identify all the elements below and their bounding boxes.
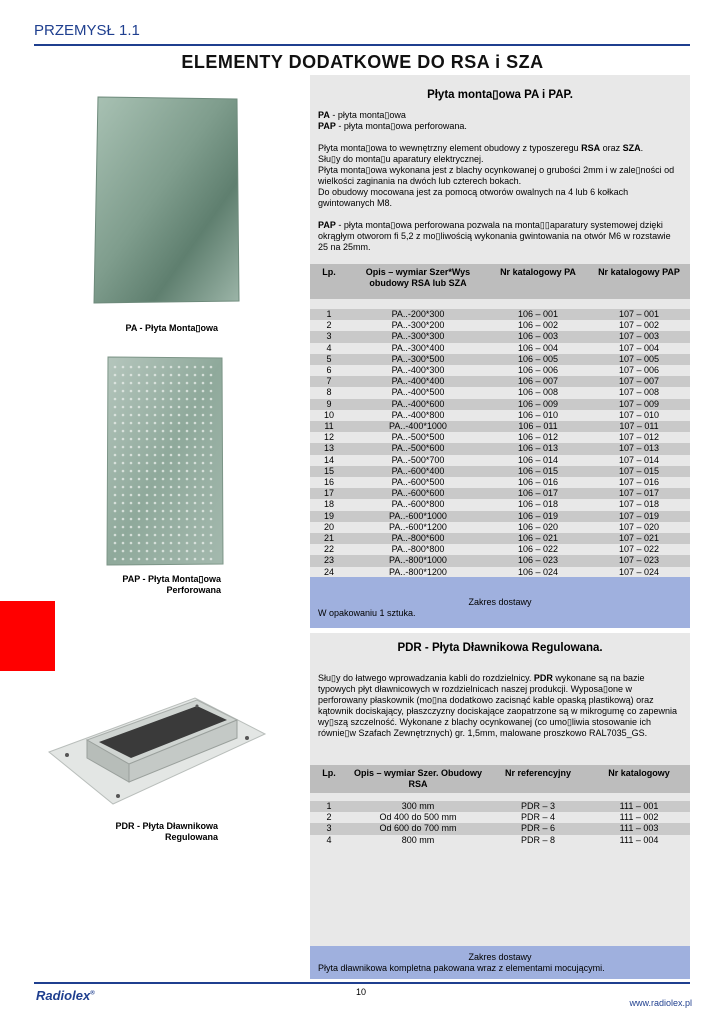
- cell-code-b: 111 – 003: [588, 823, 690, 834]
- table-row: [310, 410, 690, 421]
- cell-lp: 12: [310, 432, 348, 443]
- table-row: [310, 533, 690, 544]
- cell-code-b: 107 – 007: [588, 376, 690, 387]
- cell-description: PA..-300*200: [348, 320, 488, 331]
- cell-description: PA..-400*600: [348, 399, 488, 410]
- cell-lp: 13: [310, 443, 348, 454]
- cell-lp: 11: [310, 421, 348, 432]
- table-row: [310, 823, 690, 834]
- cell-code-a: 106 – 012: [488, 432, 588, 443]
- cell-code-b: 107 – 001: [588, 309, 690, 320]
- cell-description: PA..-800*1200: [348, 567, 488, 578]
- pap-desc-text: - płyta monta▯owa perforowana pozwala na monta▯▯aparatury systemowej dzięki okrągłym otworom fi 5,2 z mo▯liwością wykonania gwintowania na otwór M6 w rozstawie 25 na 25mm.: [318, 220, 671, 252]
- cell-code-b: 107 – 016: [588, 477, 690, 488]
- cell-description: PA..-500*600: [348, 443, 488, 454]
- pap-caption-line1: PAP - Płyta Monta▯owa: [122, 574, 221, 584]
- pa-desc-line4: Do obudowy mocowana jest za pomocą otworów owalnych na 4 lub 6 kołkach gwintowanych M8.: [318, 187, 629, 208]
- cell-code-b: 107 – 022: [588, 544, 690, 555]
- pdr-description: [310, 673, 690, 739]
- cell-description: 800 mm: [348, 835, 488, 846]
- table-row: [310, 331, 690, 342]
- pdr-catalog-table: [310, 765, 690, 846]
- cell-lp: 1: [310, 801, 348, 812]
- pdr-table-header-lp: Lp.: [310, 765, 348, 793]
- cell-code-b: 111 – 004: [588, 835, 690, 846]
- cell-code-b: 107 – 021: [588, 533, 690, 544]
- cell-lp: 14: [310, 455, 348, 466]
- cell-code-a: 106 – 023: [488, 555, 588, 566]
- cell-description: PA..-500*700: [348, 455, 488, 466]
- section-tab-marker: [0, 601, 55, 671]
- cell-code-a: 106 – 009: [488, 399, 588, 410]
- cell-lp: 6: [310, 365, 348, 376]
- pa-delivery-title: Zakres dostawy: [468, 597, 532, 607]
- cell-code-b: 107 – 017: [588, 488, 690, 499]
- cell-code-a: 106 – 022: [488, 544, 588, 555]
- pdr-desc-a: Słu▯y do łatwego wprowadzania kabli do rozdzielnicy.: [318, 673, 534, 683]
- cell-code-b: 107 – 020: [588, 522, 690, 533]
- cell-code-b: 107 – 008: [588, 387, 690, 398]
- pap-caption-line2: Perforowana: [166, 585, 221, 595]
- pdr-caption-line2: Regulowana: [164, 832, 218, 842]
- pdr-heading: PDR - Płyta Dławnikowa Regulowana.: [397, 642, 603, 654]
- cell-code-a: 106 – 018: [488, 499, 588, 510]
- table-row: [310, 421, 690, 432]
- pdr-table-header-desc: Opis – wymiar Szer. Obudowy RSA: [348, 765, 488, 793]
- cell-lp: 15: [310, 466, 348, 477]
- pa-delivery-text: W opakowaniu 1 sztuka.: [318, 608, 416, 618]
- cell-code-a: 106 – 015: [488, 466, 588, 477]
- table-row: [310, 555, 690, 566]
- pdr-delivery-scope: [310, 946, 690, 979]
- cell-lp: 1: [310, 309, 348, 320]
- cell-code-a: 106 – 017: [488, 488, 588, 499]
- pa-plate-photo: [92, 95, 240, 305]
- pdr-caption-line1: PDR - Płyta Dławnikowa: [115, 821, 218, 831]
- pa-desc-line3: Płyta monta▯owa wykonana jest z blachy ocynkowanej o grubości 2mm i w zale▯ności od wielkości zaginania na dwóch lub czterech bokach.: [318, 165, 675, 186]
- cell-lp: 2: [310, 320, 348, 331]
- cell-description: Od 600 do 700 mm: [348, 823, 488, 834]
- cell-description: PA..-600*1200: [348, 522, 488, 533]
- cell-lp: 4: [310, 835, 348, 846]
- cell-code-b: 111 – 001: [588, 801, 690, 812]
- pa-desc1-and: oraz: [600, 143, 623, 153]
- cell-code-b: 107 – 010: [588, 410, 690, 421]
- cell-lp: 2: [310, 812, 348, 823]
- cell-description: PA..-800*1000: [348, 555, 488, 566]
- cell-lp: 16: [310, 477, 348, 488]
- pdr-plate-photo: [47, 692, 267, 810]
- table-row: [310, 812, 690, 823]
- pdr-table-header-cat: Nr katalogowy: [588, 765, 690, 793]
- cell-code-b: 107 – 019: [588, 511, 690, 522]
- cell-lp: 21: [310, 533, 348, 544]
- cell-code-a: 106 – 008: [488, 387, 588, 398]
- cell-description: PA..-300*500: [348, 354, 488, 365]
- pdr-table-header-ref: Nr referencyjny: [488, 765, 588, 793]
- pdr-table-body: [310, 801, 690, 846]
- pa-desc-line2: Słu▯y do monta▯u aparatury elektrycznej.: [318, 154, 484, 164]
- pa-table-header-pa: Nr katalogowy PA: [488, 264, 588, 299]
- section-label: PRZEMYSŁ 1.1: [34, 22, 140, 39]
- cell-code-b: 107 – 003: [588, 331, 690, 342]
- pa-code: PA: [318, 110, 330, 120]
- cell-description: PA..-400*300: [348, 365, 488, 376]
- header-divider: [34, 44, 690, 46]
- cell-code-a: 106 – 006: [488, 365, 588, 376]
- cell-code-a: 106 – 020: [488, 522, 588, 533]
- pa-table-body: [310, 309, 690, 578]
- cell-description: PA..-600*400: [348, 466, 488, 477]
- table-row: [310, 511, 690, 522]
- website-link[interactable]: www.radiolex.pl: [629, 998, 692, 1008]
- cell-lp: 9: [310, 399, 348, 410]
- cell-code-a: 106 – 021: [488, 533, 588, 544]
- cell-lp: 24: [310, 567, 348, 578]
- cell-description: PA..-400*400: [348, 376, 488, 387]
- pa-pap-panel: [310, 75, 690, 628]
- pdr-panel: [310, 633, 690, 979]
- pa-table-header-desc: Opis – wymiar Szer*Wys obudowy RSA lub SZA: [348, 264, 488, 299]
- pa-table-header-pap: Nr katalogowy PAP: [588, 264, 690, 299]
- table-row: [310, 432, 690, 443]
- cell-code-b: 107 – 013: [588, 443, 690, 454]
- cell-code-a: 106 – 024: [488, 567, 588, 578]
- cell-code-a: PDR – 6: [488, 823, 588, 834]
- table-row: [310, 522, 690, 533]
- cell-code-a: PDR – 3: [488, 801, 588, 812]
- cell-lp: 4: [310, 343, 348, 354]
- cell-code-a: 106 – 016: [488, 477, 588, 488]
- cell-code-b: 107 – 006: [588, 365, 690, 376]
- cell-description: PA..-400*800: [348, 410, 488, 421]
- pap-caption: [96, 574, 221, 596]
- brand-logo: [36, 988, 95, 1003]
- cell-lp: 17: [310, 488, 348, 499]
- cell-code-b: 107 – 014: [588, 455, 690, 466]
- cell-code-b: 111 – 002: [588, 812, 690, 823]
- pdr-delivery-title: Zakres dostawy: [468, 952, 532, 962]
- cell-lp: 20: [310, 522, 348, 533]
- pa-delivery-scope: [310, 577, 690, 628]
- cell-code-b: 107 – 024: [588, 567, 690, 578]
- cell-description: PA..-400*500: [348, 387, 488, 398]
- cell-code-b: 107 – 005: [588, 354, 690, 365]
- pa-desc1-sza: SZA: [622, 143, 641, 153]
- pdr-delivery-text: Płyta dławnikowa kompletna pakowana wraz z elementami mocującymi.: [318, 963, 605, 973]
- pap-definition: - płyta monta▯owa perforowana.: [335, 121, 467, 131]
- table-row: [310, 343, 690, 354]
- cell-code-b: 107 – 004: [588, 343, 690, 354]
- pdr-desc-b: wykonane są na bazie typowych płyt dławnicowych w rozdzielnicach naszej produkcji. Wyposa▯one w perforowany płaskownik (mo▯na dodatkowo zacisnąć kable opaską plastikową) oraz kątownik dociskający, płaszczyzny dociskające zaopatrzone są w mikrogumę co zapewnia wy▯szą szczelność. Wykonane z blachy ocynkowanej (co umo▯liwia stosowanie ich równie▯w Szafach Zewnętrznych) gr. 1,5mm, malowane proszkowo RAL7035_GS.: [318, 673, 677, 738]
- page-title: ELEMENTY DODATKOWE DO RSA i SZA: [181, 52, 544, 72]
- table-row: [310, 399, 690, 410]
- cell-lp: 5: [310, 354, 348, 365]
- pa-definition: - płyta monta▯owa: [329, 110, 406, 120]
- table-row: [310, 309, 690, 320]
- brand-registered-mark: ®: [90, 990, 95, 997]
- pap-code: PAP: [318, 121, 336, 131]
- cell-description: PA..-600*600: [348, 488, 488, 499]
- table-row: [310, 835, 690, 846]
- cell-code-b: 107 – 018: [588, 499, 690, 510]
- cell-description: PA..-800*600: [348, 533, 488, 544]
- pa-description: [310, 143, 690, 209]
- cell-code-b: 107 – 009: [588, 399, 690, 410]
- pdr-caption: [98, 821, 218, 843]
- table-row: [310, 488, 690, 499]
- cell-code-a: 106 – 014: [488, 455, 588, 466]
- pa-desc-line1: [318, 143, 682, 154]
- table-row: [310, 320, 690, 331]
- cell-code-a: 106 – 011: [488, 421, 588, 432]
- pa-desc1-end: .: [640, 143, 644, 153]
- cell-code-a: 106 – 013: [488, 443, 588, 454]
- cell-lp: 10: [310, 410, 348, 421]
- cell-description: PA..-500*500: [348, 432, 488, 443]
- cell-description: PA..-400*1000: [348, 421, 488, 432]
- cell-description: PA..-300*300: [348, 331, 488, 342]
- pa-table-header-lp: Lp.: [310, 264, 348, 299]
- table-row: [310, 387, 690, 398]
- cell-description: PA..-600*1000: [348, 511, 488, 522]
- cell-code-a: PDR – 4: [488, 812, 588, 823]
- pa-desc1-text: Płyta monta▯owa to wewnętrzny element obudowy z typoszeregu: [318, 143, 582, 153]
- pa-definitions: [310, 110, 690, 132]
- pa-desc1-rsa: RSA: [581, 143, 601, 153]
- cell-code-a: 106 – 019: [488, 511, 588, 522]
- cell-description: PA..-600*500: [348, 477, 488, 488]
- cell-description: PA..-200*300: [348, 309, 488, 320]
- cell-code-b: 107 – 012: [588, 432, 690, 443]
- cell-description: Od 400 do 500 mm: [348, 812, 488, 823]
- cell-code-a: 106 – 007: [488, 376, 588, 387]
- cell-code-a: 106 – 004: [488, 343, 588, 354]
- pa-caption: PA - Płyta Monta▯owa: [125, 323, 218, 333]
- cell-code-b: 107 – 011: [588, 421, 690, 432]
- brand-name: Radiolex: [36, 988, 91, 1003]
- page-number: 10: [356, 987, 367, 997]
- cell-lp: 19: [310, 511, 348, 522]
- table-row: [310, 466, 690, 477]
- cell-code-a: 106 – 005: [488, 354, 588, 365]
- cell-code-a: 106 – 002: [488, 320, 588, 331]
- cell-lp: 18: [310, 499, 348, 510]
- cell-code-a: PDR – 8: [488, 835, 588, 846]
- pap-plate-photo: [105, 355, 225, 567]
- cell-description: PA..-800*800: [348, 544, 488, 555]
- cell-lp: 3: [310, 823, 348, 834]
- table-row: [310, 376, 690, 387]
- cell-code-a: 106 – 001: [488, 309, 588, 320]
- cell-code-b: 107 – 002: [588, 320, 690, 331]
- cell-code-b: 107 – 023: [588, 555, 690, 566]
- table-row: [310, 499, 690, 510]
- table-row: [310, 354, 690, 365]
- table-row: [310, 443, 690, 454]
- cell-lp: 23: [310, 555, 348, 566]
- table-row: [310, 455, 690, 466]
- pdr-desc-code: PDR: [533, 673, 553, 683]
- footer-divider: [34, 982, 690, 984]
- cell-lp: 8: [310, 387, 348, 398]
- pa-pap-heading: Płyta monta▯owa PA i PAP.: [427, 89, 573, 101]
- table-row: [310, 801, 690, 812]
- pap-description: [310, 220, 690, 253]
- table-row: [310, 365, 690, 376]
- cell-lp: 22: [310, 544, 348, 555]
- cell-description: PA..-600*800: [348, 499, 488, 510]
- cell-description: PA..-300*400: [348, 343, 488, 354]
- table-row: [310, 477, 690, 488]
- pap-desc-code: PAP: [318, 220, 336, 230]
- cell-code-a: 106 – 010: [488, 410, 588, 421]
- cell-code-a: 106 – 003: [488, 331, 588, 342]
- cell-lp: 3: [310, 331, 348, 342]
- table-row: [310, 544, 690, 555]
- pa-catalog-table: [310, 264, 690, 578]
- cell-code-b: 107 – 015: [588, 466, 690, 477]
- cell-lp: 7: [310, 376, 348, 387]
- cell-description: 300 mm: [348, 801, 488, 812]
